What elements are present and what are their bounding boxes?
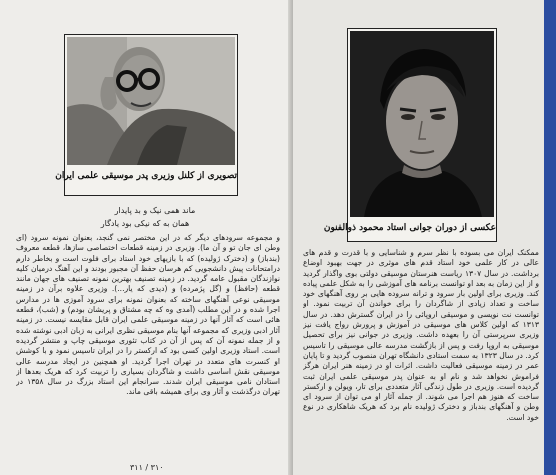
portrait-vaziri-illustration bbox=[67, 37, 235, 165]
portrait-zolfonoun-photo bbox=[350, 31, 494, 217]
page-number: ۳۱۱ / ۳۱۰ bbox=[130, 463, 164, 472]
left-photo-frame bbox=[55, 34, 238, 196]
right-body-paragraph: ممکنک ایران می بسوده با نظر سرم و شناسایی و با قدرت و قدم های عالی در کار علمی خود استاد قدم های موثری در جهت بهبود اوضاع برداشت. در سال ۱۳۰۷ ریاست هنرستان موسیقی دولتی بوی واگذار گردید و از این زمان به بعد او توانست برنامه های آموزشی را به شکل علمی پیاده کند. وزیری برای اولین بار سرود و ترانه سروده هایی بر روی آهنگهای خود ساخت و تعداد زیادی از شاگردان را برای خواندن آن تربیت نمود. او توانست نت نویسی و موسیقی اروپائی را در ایران گسترش دهد. در سال ۱۳۱۳ که اولین کلاس های موسیقی در آموزش و پرورش رواج یافت نیز وزیری سرپرستی آن را بعهده داشت. وزیری در جوانی نیز برای تحصیل موسیقی به اروپا رفت و پس از بازگشت مدرسه عالی موسیقی را تاسیس کرد. در سال ۱۳۲۳ به سمت استادی دانشگاه تهران منصوب گردید و تا پایان عمر در زمینه موسیقی فعالیت داشت. اثرات او در زمینه هنر ایران هرگز فراموش نخواهد شد و نام او به عنوان پدر موسیقی علمی ایران ثبت گردیده است. وزیری در طول زندگی آثار متعددی برای تار، ویولن و ارکستر ساخت که هنوز هم اجرا می شوند. از جمله آثار او می توان از سرود ای وطن و آهنگهای بندباز و دخترک ژولیده نام برد که هریک شاهکاری در نوع خود است. bbox=[303, 248, 539, 422]
portrait-vaziri-photo bbox=[67, 37, 235, 165]
left-body-paragraph: و مجموعه سرودهای دیگر که در این مختصر نمی گنجد، بعنوان نمونه سرود (ای وطن ای جان تو و آن ما). وزیری در زمینه قطعات اختصاصی سازها، قطعه معروف (بندباز) و (دخترک ژولیده) که با بازیهای خود استاد برای فلوت است و بخاطر دارم درامتحانات پیش دانشجویی کم هرسان حفظ آن مجبور بودند و این آهنگ درمیان کلیه نوازندگان مقبول عامه گردید. در زمینه تصنیف بهترین نمونه تصنیف های جهان مانند قطعه (حافظ) و (گل پژمرده) و (دیدی که یار...). وزیری علاوه برآن در زمینه موسیقی نوعی آهنگهای ساخته که بعنوان نمونه برای سرود آموزی ها در مدارس اجرا شده و در این مطلب (آمدی وه که چه مشتاق و پریشان بودم) و (شب)، قطعه هائی است که آثار آنها در زمینه موسیقی علمی ایران قابل مقایسه نیست. در زمینه آثار ادبی وزیری که مجموعه آنها بنام موسیقی نظری ایرانی به زبان ادبی نوشته شده و از جمله نمونه آن که پس از آن در کتاب تئوری موسیقی چاپ و منتشر گردیده است. استاد وزیری اولین کسی بود که ارکستر را در ایران تاسیس نمود و با کوشش او کنسرت های متعدد در تهران اجرا گردید. او همچنین در ایجاد مدرسه عالی موسیقی نقش اساسی داشت و شاگردان بسیاری را تربیت کرد که هریک بعدها از استادان نامی موسیقی ایران شدند. سرانجام این استاد بزرگ در سال ۱۳۵۸ در تهران درگذشت و آثار وی برای همیشه باقی ماند. bbox=[16, 233, 280, 397]
right-body-text bbox=[303, 248, 539, 470]
epigraph-line-2: همان به که نیکی بود یادگار bbox=[100, 219, 190, 228]
epigraph-line-1: ماند همی نیک و بد پایدار bbox=[114, 206, 196, 215]
background-edge bbox=[544, 0, 556, 475]
left-photo-caption: تصویری از کلنل وزیری پدر موسیقی علمی ایران bbox=[55, 171, 237, 181]
right-page bbox=[293, 0, 556, 475]
left-body-text bbox=[16, 233, 280, 465]
portrait-zolfonoun-illustration bbox=[350, 31, 494, 217]
right-photo-frame bbox=[323, 28, 497, 242]
right-photo-caption: عکسی از دوران جوانی استاد محمود ذوالفنون bbox=[323, 223, 496, 233]
